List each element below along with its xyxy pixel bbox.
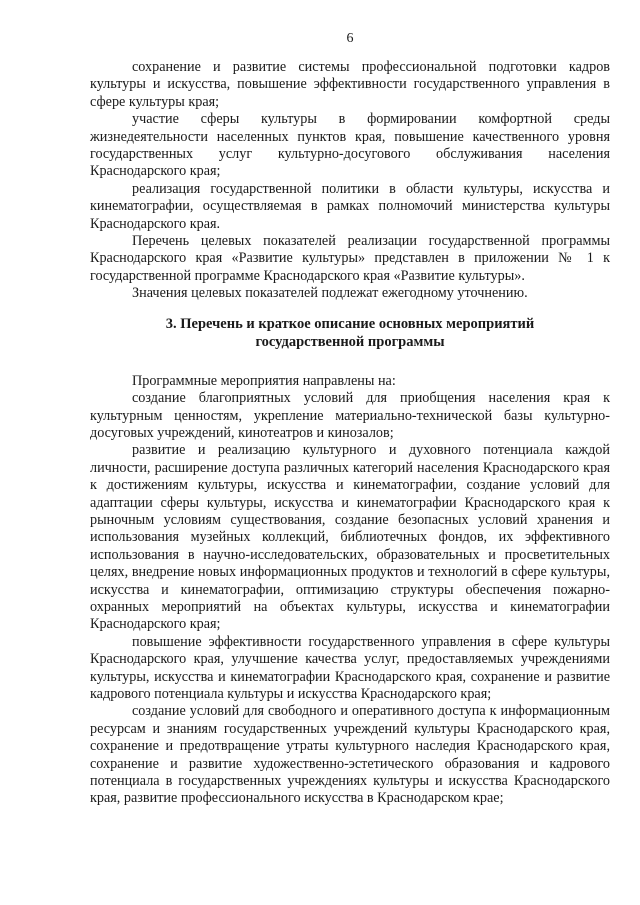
paragraph-management: повышение эффективности государственного управления в сфере культуры Краснодарского края, улучшение качества услуг, предоставляемых учреждениями культуры, искусства и кинематографии Краснодарского края, сохранение и развитие кадрового потенциала культуры и искусства Краснодарского края; bbox=[90, 633, 610, 702]
paragraph-favorable-conditions: создание благоприятных условий для приобщения населения края к культурным ценностям, укрепление материально-технической базы культурно-досуговых учреждений, кинотеатров и кинозалов; bbox=[90, 390, 610, 441]
document-page bbox=[90, 30, 610, 808]
section-title-line-1: 3. Перечень и краткое описание основных мероприятий bbox=[165, 315, 535, 332]
page-number: 6 bbox=[346, 31, 354, 46]
paragraph-indicators-list: Перечень целевых показателей реализации государственной программы Краснодарского края «Развитие культуры» представлен в приложении № 1 к государственной программе Краснодарского края «Развитие культуры». bbox=[90, 233, 610, 284]
paragraph-training: сохранение и развитие системы профессиональной подготовки кадров культуры и искусства, повышение эффективности государственного управления в сфере культуры края; bbox=[90, 59, 610, 110]
paragraph-intro: Программные мероприятия направлены на: bbox=[132, 372, 396, 389]
section-title-line-2: государственной программы bbox=[255, 333, 445, 350]
section-title bbox=[90, 315, 610, 351]
paragraph-policy: реализация государственной политики в области культуры, искусства и кинематографии, осуществляемая в рамках полномочий министерства культуры Краснодарского края. bbox=[90, 180, 610, 232]
paragraph-environment: участие сферы культуры в формировании комфортной среды жизнедеятельности населенных пунктов края, повышение качественного уровня государственных услуг культурно-досугового обслуживания населения Краснодарского края; bbox=[90, 111, 610, 180]
paragraph-development: развитие и реализацию культурного и духовного потенциала каждой личности, расширение доступа различных категорий населения Краснодарского края к достижениям культуры, искусства и кинематографии, создание условий для адаптации сферы культуры, искусства и кинематографии Краснодарского края к рыночным условиям существования, создание безопасных условий хранения и использования музейных коллекций, библиотечных фондов, их эффективного использования в научно-исследовательских, образовательных и просветительных целях, внедрение новых информационных продуктов и технологий в сфере культуры, искусства и кинематографии, оптимизацию структуры обеспечения пожарно-охранных мероприятий на объектах культуры, искусства и кинематографии Краснодарского края; bbox=[90, 442, 610, 633]
paragraph-indicators-update: Значения целевых показателей подлежат ежегодному уточнению. bbox=[132, 285, 528, 302]
paragraph-access: создание условий для свободного и оперативного доступа к информационным ресурсам и знаниям государственных учреждений культуры Краснодарского края, сохранение и предотвращение утраты культурного наследия Краснодарского края, сохранение и развитие художественно-эстетического образования и кадрового потенциала в государственных учреждениях культуры и искусства Краснодарского края, развитие профессионального искусства в Краснодарском крае; bbox=[90, 703, 610, 807]
